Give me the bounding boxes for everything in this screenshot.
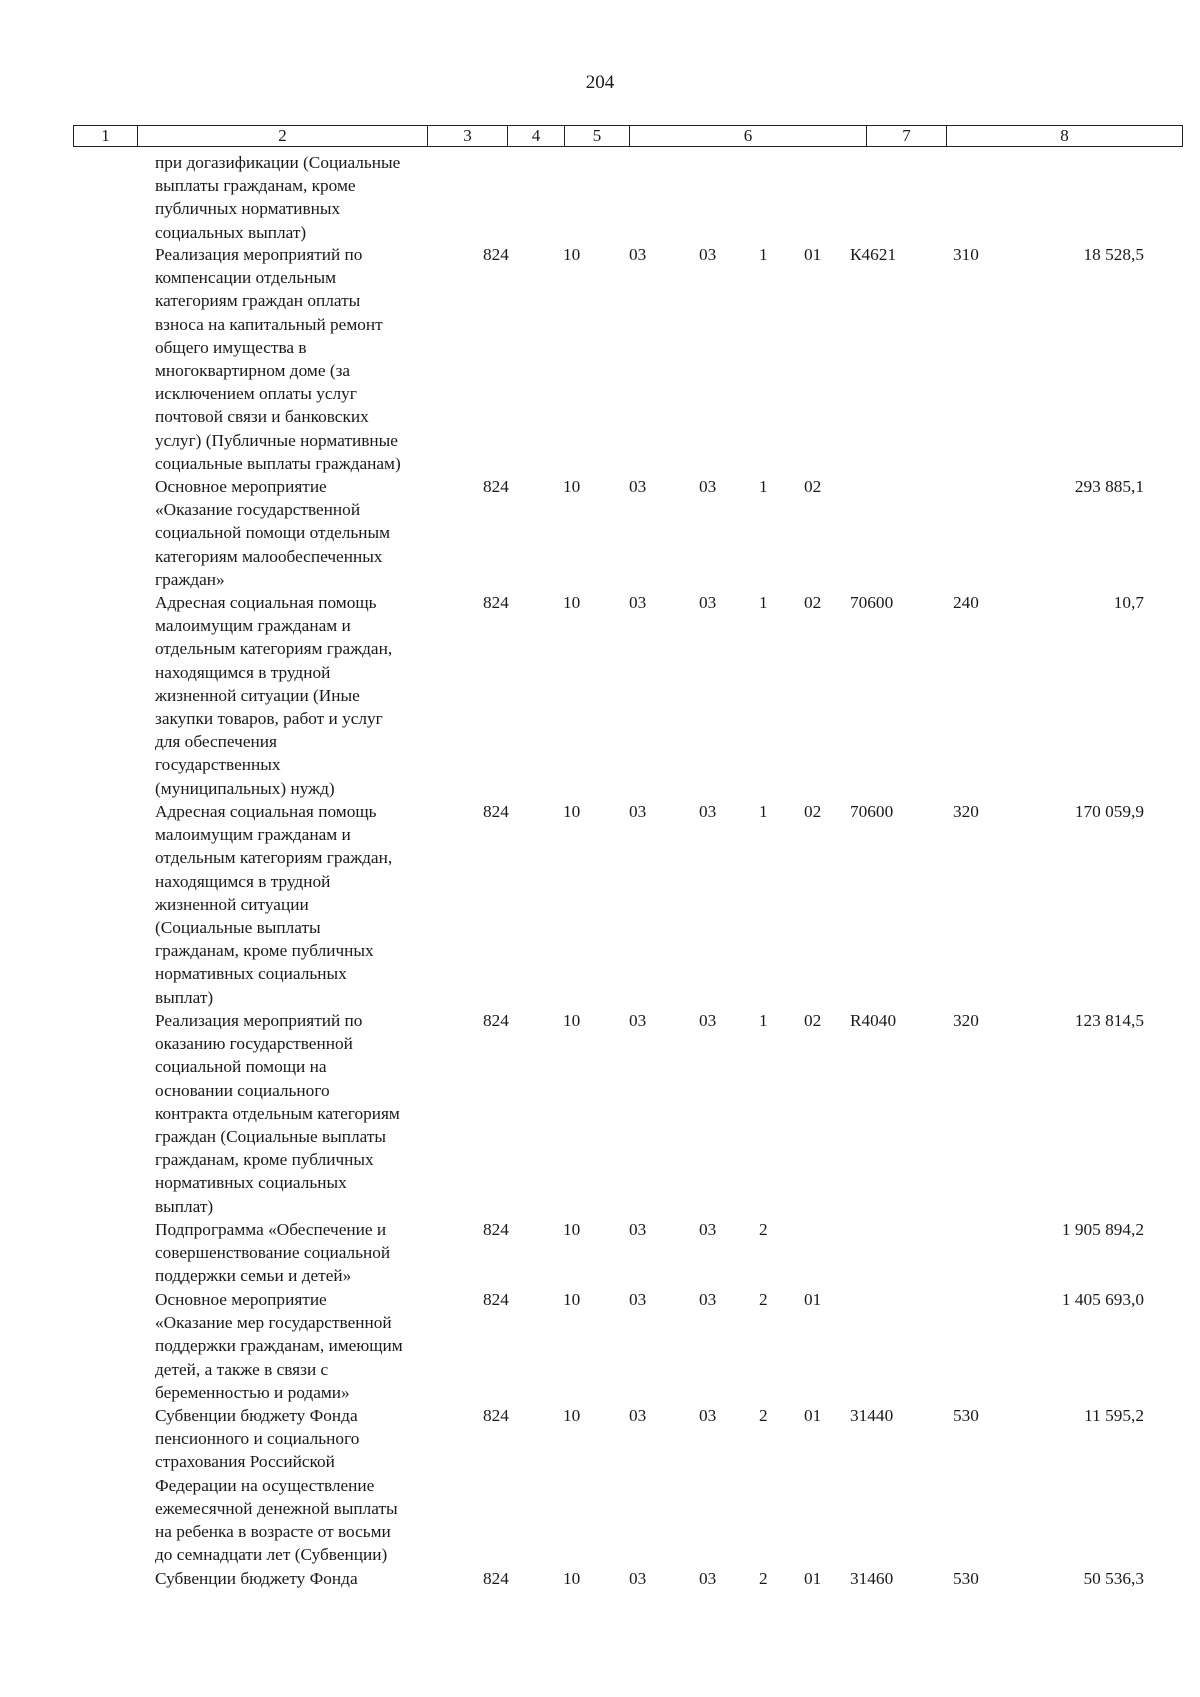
cell-admin-code: 824 xyxy=(483,245,509,264)
cell-target-direction: 70600 xyxy=(850,802,894,821)
cell-target-subprogram: 1 xyxy=(759,1011,768,1030)
cell-amount: 1 905 894,2 xyxy=(1061,1220,1144,1239)
cell-target-subprogram: 2 xyxy=(759,1290,768,1309)
row-description: Реализация мероприятий по компенсации отдельным категориям граждан оплаты взноса на капитальный ремонт общего имущества в многоквартирном доме (за исключением оплаты услуг почтовой связи и банковских услуг) (Публичные нормативные социальные выплаты гражданам) xyxy=(155,245,401,473)
page-number: 204 xyxy=(585,72,615,93)
cell-section: 10 xyxy=(563,1406,581,1425)
table-header xyxy=(73,125,1183,147)
cell-target-direction: 31460 xyxy=(850,1569,894,1588)
cell-subsection: 03 xyxy=(629,1011,647,1030)
cell-target-program: 03 xyxy=(699,1011,717,1030)
header-col-7: 7 xyxy=(867,126,947,147)
cell-target-direction: R4040 xyxy=(850,1011,897,1030)
cell-target-program: 03 xyxy=(699,1406,717,1425)
cell-section: 10 xyxy=(563,802,581,821)
cell-section: 10 xyxy=(563,1290,581,1309)
cell-section: 10 xyxy=(563,593,581,612)
row-description: при догазификации (Социальные выплаты гражданам, кроме публичных нормативных социальных выплат) xyxy=(155,153,401,242)
cell-target-program: 03 xyxy=(699,593,717,612)
cell-admin-code: 824 xyxy=(483,802,509,821)
cell-admin-code: 824 xyxy=(483,1406,509,1425)
cell-admin-code: 824 xyxy=(483,1011,509,1030)
cell-amount: 1 405 693,0 xyxy=(1061,1290,1144,1309)
cell-target-subprogram: 1 xyxy=(759,477,768,496)
row-description: Основное мероприятие «Оказание мер государственной поддержки гражданам, имеющим детей, а также в связи с беременностью и родами» xyxy=(155,1290,403,1402)
cell-subsection: 03 xyxy=(629,245,647,264)
cell-subsection: 03 xyxy=(629,477,647,496)
header-col-4: 4 xyxy=(508,126,565,147)
row-description: Субвенции бюджету Фонда xyxy=(155,1569,358,1588)
cell-amount: 123 814,5 xyxy=(1074,1011,1144,1030)
cell-subsection: 03 xyxy=(629,802,647,821)
cell-target-program: 03 xyxy=(699,245,717,264)
row-description: Субвенции бюджету Фонда пенсионного и социального страхования Российской Федерации на осуществление ежемесячной денежной выплаты на ребенка в возрасте от восьми до семнадцати лет (Субвенции) xyxy=(155,1406,398,1565)
row-description: Адресная социальная помощь малоимущим гражданам и отдельным категориям граждан, находящимся в трудной жизненной ситуации (Социальные выплаты гражданам, кроме публичных нормативных социальных выплат) xyxy=(155,802,393,1007)
cell-admin-code: 824 xyxy=(483,1569,509,1588)
cell-target-event: 02 xyxy=(804,1011,822,1030)
cell-target-program: 03 xyxy=(699,477,717,496)
cell-expense-type: 320 xyxy=(953,802,979,821)
cell-amount: 11 595,2 xyxy=(1084,1406,1144,1425)
cell-subsection: 03 xyxy=(629,1220,647,1239)
cell-target-program: 03 xyxy=(699,802,717,821)
row-description: Основное мероприятие «Оказание государственной социальной помощи отдельным категориям малообеспеченных граждан» xyxy=(155,477,391,589)
cell-target-event: 01 xyxy=(804,1569,822,1588)
cell-expense-type: 530 xyxy=(953,1406,979,1425)
header-col-8: 8 xyxy=(947,126,1183,147)
row-description: Адресная социальная помощь малоимущим гражданам и отдельным категориям граждан, находящимся в трудной жизненной ситуации (Иные закупки товаров, работ и услуг для обеспечения государственных (муниципальных) нужд) xyxy=(155,593,393,798)
cell-target-program: 03 xyxy=(699,1569,717,1588)
cell-amount: 18 528,5 xyxy=(1083,245,1144,264)
cell-section: 10 xyxy=(563,245,581,264)
cell-expense-type: 530 xyxy=(953,1569,979,1588)
cell-amount: 50 536,3 xyxy=(1083,1569,1144,1588)
cell-subsection: 03 xyxy=(629,1290,647,1309)
cell-target-subprogram: 2 xyxy=(759,1406,768,1425)
cell-amount: 293 885,1 xyxy=(1074,477,1144,496)
cell-target-subprogram: 2 xyxy=(759,1569,768,1588)
header-col-1: 1 xyxy=(74,126,138,147)
cell-target-direction: К4621 xyxy=(850,245,897,264)
row-description: Подпрограмма «Обеспечение и совершенствование социальной поддержки семьи и детей» xyxy=(155,1220,391,1286)
cell-amount: 170 059,9 xyxy=(1074,802,1144,821)
cell-target-direction: 70600 xyxy=(850,593,894,612)
cell-target-subprogram: 2 xyxy=(759,1220,768,1239)
cell-subsection: 03 xyxy=(629,1406,647,1425)
cell-amount: 10,7 xyxy=(1113,593,1144,612)
cell-admin-code: 824 xyxy=(483,477,509,496)
cell-expense-type: 310 xyxy=(953,245,979,264)
cell-target-direction: 31440 xyxy=(850,1406,894,1425)
cell-target-event: 01 xyxy=(804,1290,822,1309)
cell-target-program: 03 xyxy=(699,1290,717,1309)
cell-section: 10 xyxy=(563,477,581,496)
cell-expense-type: 320 xyxy=(953,1011,979,1030)
cell-target-event: 02 xyxy=(804,477,822,496)
cell-admin-code: 824 xyxy=(483,1220,509,1239)
header-col-6: 6 xyxy=(630,126,867,147)
header-col-3: 3 xyxy=(428,126,508,147)
cell-target-subprogram: 1 xyxy=(759,593,768,612)
cell-expense-type: 240 xyxy=(953,593,979,612)
header-col-2: 2 xyxy=(138,126,428,147)
cell-target-event: 01 xyxy=(804,1406,822,1425)
row-description: Реализация мероприятий по оказанию государственной социальной помощи на основании социального контракта отдельным категориям граждан (Социальные выплаты гражданам, кроме публичных нормативных социальных выплат) xyxy=(155,1011,400,1216)
cell-section: 10 xyxy=(563,1569,581,1588)
cell-target-event: 02 xyxy=(804,802,822,821)
cell-target-event: 01 xyxy=(804,245,822,264)
cell-target-event: 02 xyxy=(804,593,822,612)
cell-target-program: 03 xyxy=(699,1220,717,1239)
cell-subsection: 03 xyxy=(629,593,647,612)
cell-section: 10 xyxy=(563,1011,581,1030)
cell-section: 10 xyxy=(563,1220,581,1239)
header-col-5: 5 xyxy=(565,126,630,147)
cell-admin-code: 824 xyxy=(483,593,509,612)
cell-target-subprogram: 1 xyxy=(759,802,768,821)
cell-target-subprogram: 1 xyxy=(759,245,768,264)
cell-subsection: 03 xyxy=(629,1569,647,1588)
cell-admin-code: 824 xyxy=(483,1290,509,1309)
